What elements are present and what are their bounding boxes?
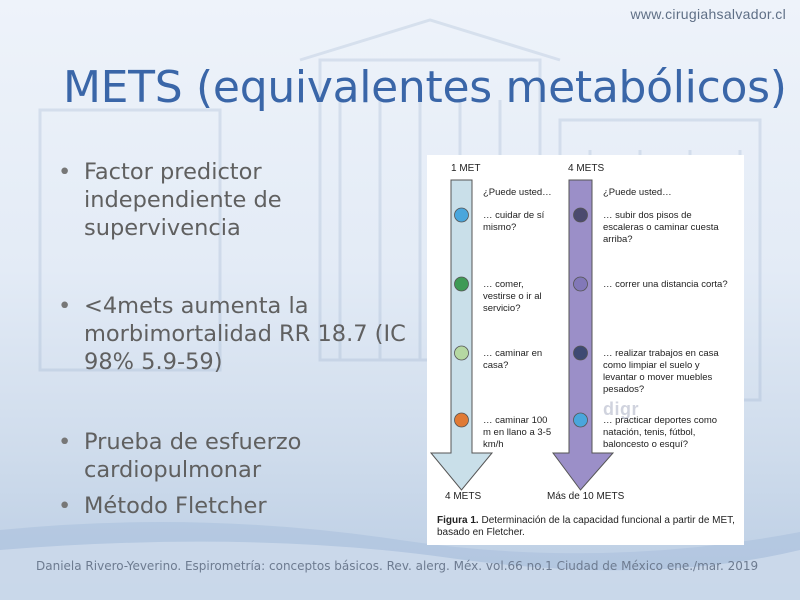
bullet-text: Factor predictor independiente de supervivencia xyxy=(84,159,282,241)
figure-watermark: digr xyxy=(603,399,639,419)
bullet-text: <4mets aumenta la morbimortalidad RR 18.7 (IC 98% 5.9-59) xyxy=(84,293,406,375)
right-bottom-label: Más de 10 METS xyxy=(547,491,625,502)
left-prompt: ¿Puede usted… xyxy=(483,187,552,198)
bullet-item xyxy=(58,428,418,484)
right-item-3: … realizar trabajos en casa como limpiar el suelo y levantar o mover muebles pesados? xyxy=(603,348,719,395)
site-url: www.cirugiahsalvador.cl xyxy=(630,6,786,22)
slide-title: METS (equivalentes metabólicos) xyxy=(63,62,787,113)
left-bottom-label: 4 METS xyxy=(445,491,482,502)
right-item-4: … practicar deportes como natación, tenis, fútbol, baloncesto o esquí? xyxy=(603,415,718,450)
bullet-text: Método Fletcher xyxy=(84,493,267,519)
caption-label: Figura 1. xyxy=(437,515,479,526)
item-dot xyxy=(574,208,588,222)
figure-caption xyxy=(437,515,737,539)
item-dot xyxy=(455,208,469,222)
bullet-marker: • xyxy=(58,429,72,455)
item-dot xyxy=(455,277,469,291)
left-item-1: … cuidar de sí mismo? xyxy=(483,210,545,233)
bullet-marker: • xyxy=(58,493,72,519)
left-item-3: … caminar en casa? xyxy=(483,348,543,371)
left-item-2: … comer, vestirse o ir al servicio? xyxy=(483,279,542,314)
item-dot xyxy=(455,346,469,360)
left-top-label: 1 MET xyxy=(451,163,481,174)
bullet-marker: • xyxy=(58,159,72,185)
right-item-2: … correr una distancia corta? xyxy=(603,279,728,290)
right-prompt: ¿Puede usted… xyxy=(603,187,672,198)
item-dot xyxy=(574,413,588,427)
bullet-item xyxy=(58,492,418,520)
left-item-4: … caminar 100 m en llano a 3-5 km/h xyxy=(483,415,552,450)
fletcher-figure xyxy=(427,155,744,545)
bullet-item xyxy=(58,158,418,242)
right-top-label: 4 METS xyxy=(568,163,605,174)
item-dot xyxy=(574,277,588,291)
bullet-item xyxy=(58,292,418,376)
caption-text: Determinación de la capacidad funcional a partir de MET, basado en Fletcher. xyxy=(437,515,735,538)
right-item-1: … subir dos pisos de escaleras o caminar cuesta arriba? xyxy=(603,210,719,245)
citation-footer: Daniela Rivero-Yeverino. Espirometría: conceptos básicos. Rev. alerg. Méx. vol.66 no.1 Ciudad de México ene./mar. 2019 xyxy=(36,559,759,573)
item-dot xyxy=(574,346,588,360)
bullet-marker: • xyxy=(58,293,72,319)
bullet-text: Prueba de esfuerzo cardiopulmonar xyxy=(84,429,302,483)
item-dot xyxy=(455,413,469,427)
